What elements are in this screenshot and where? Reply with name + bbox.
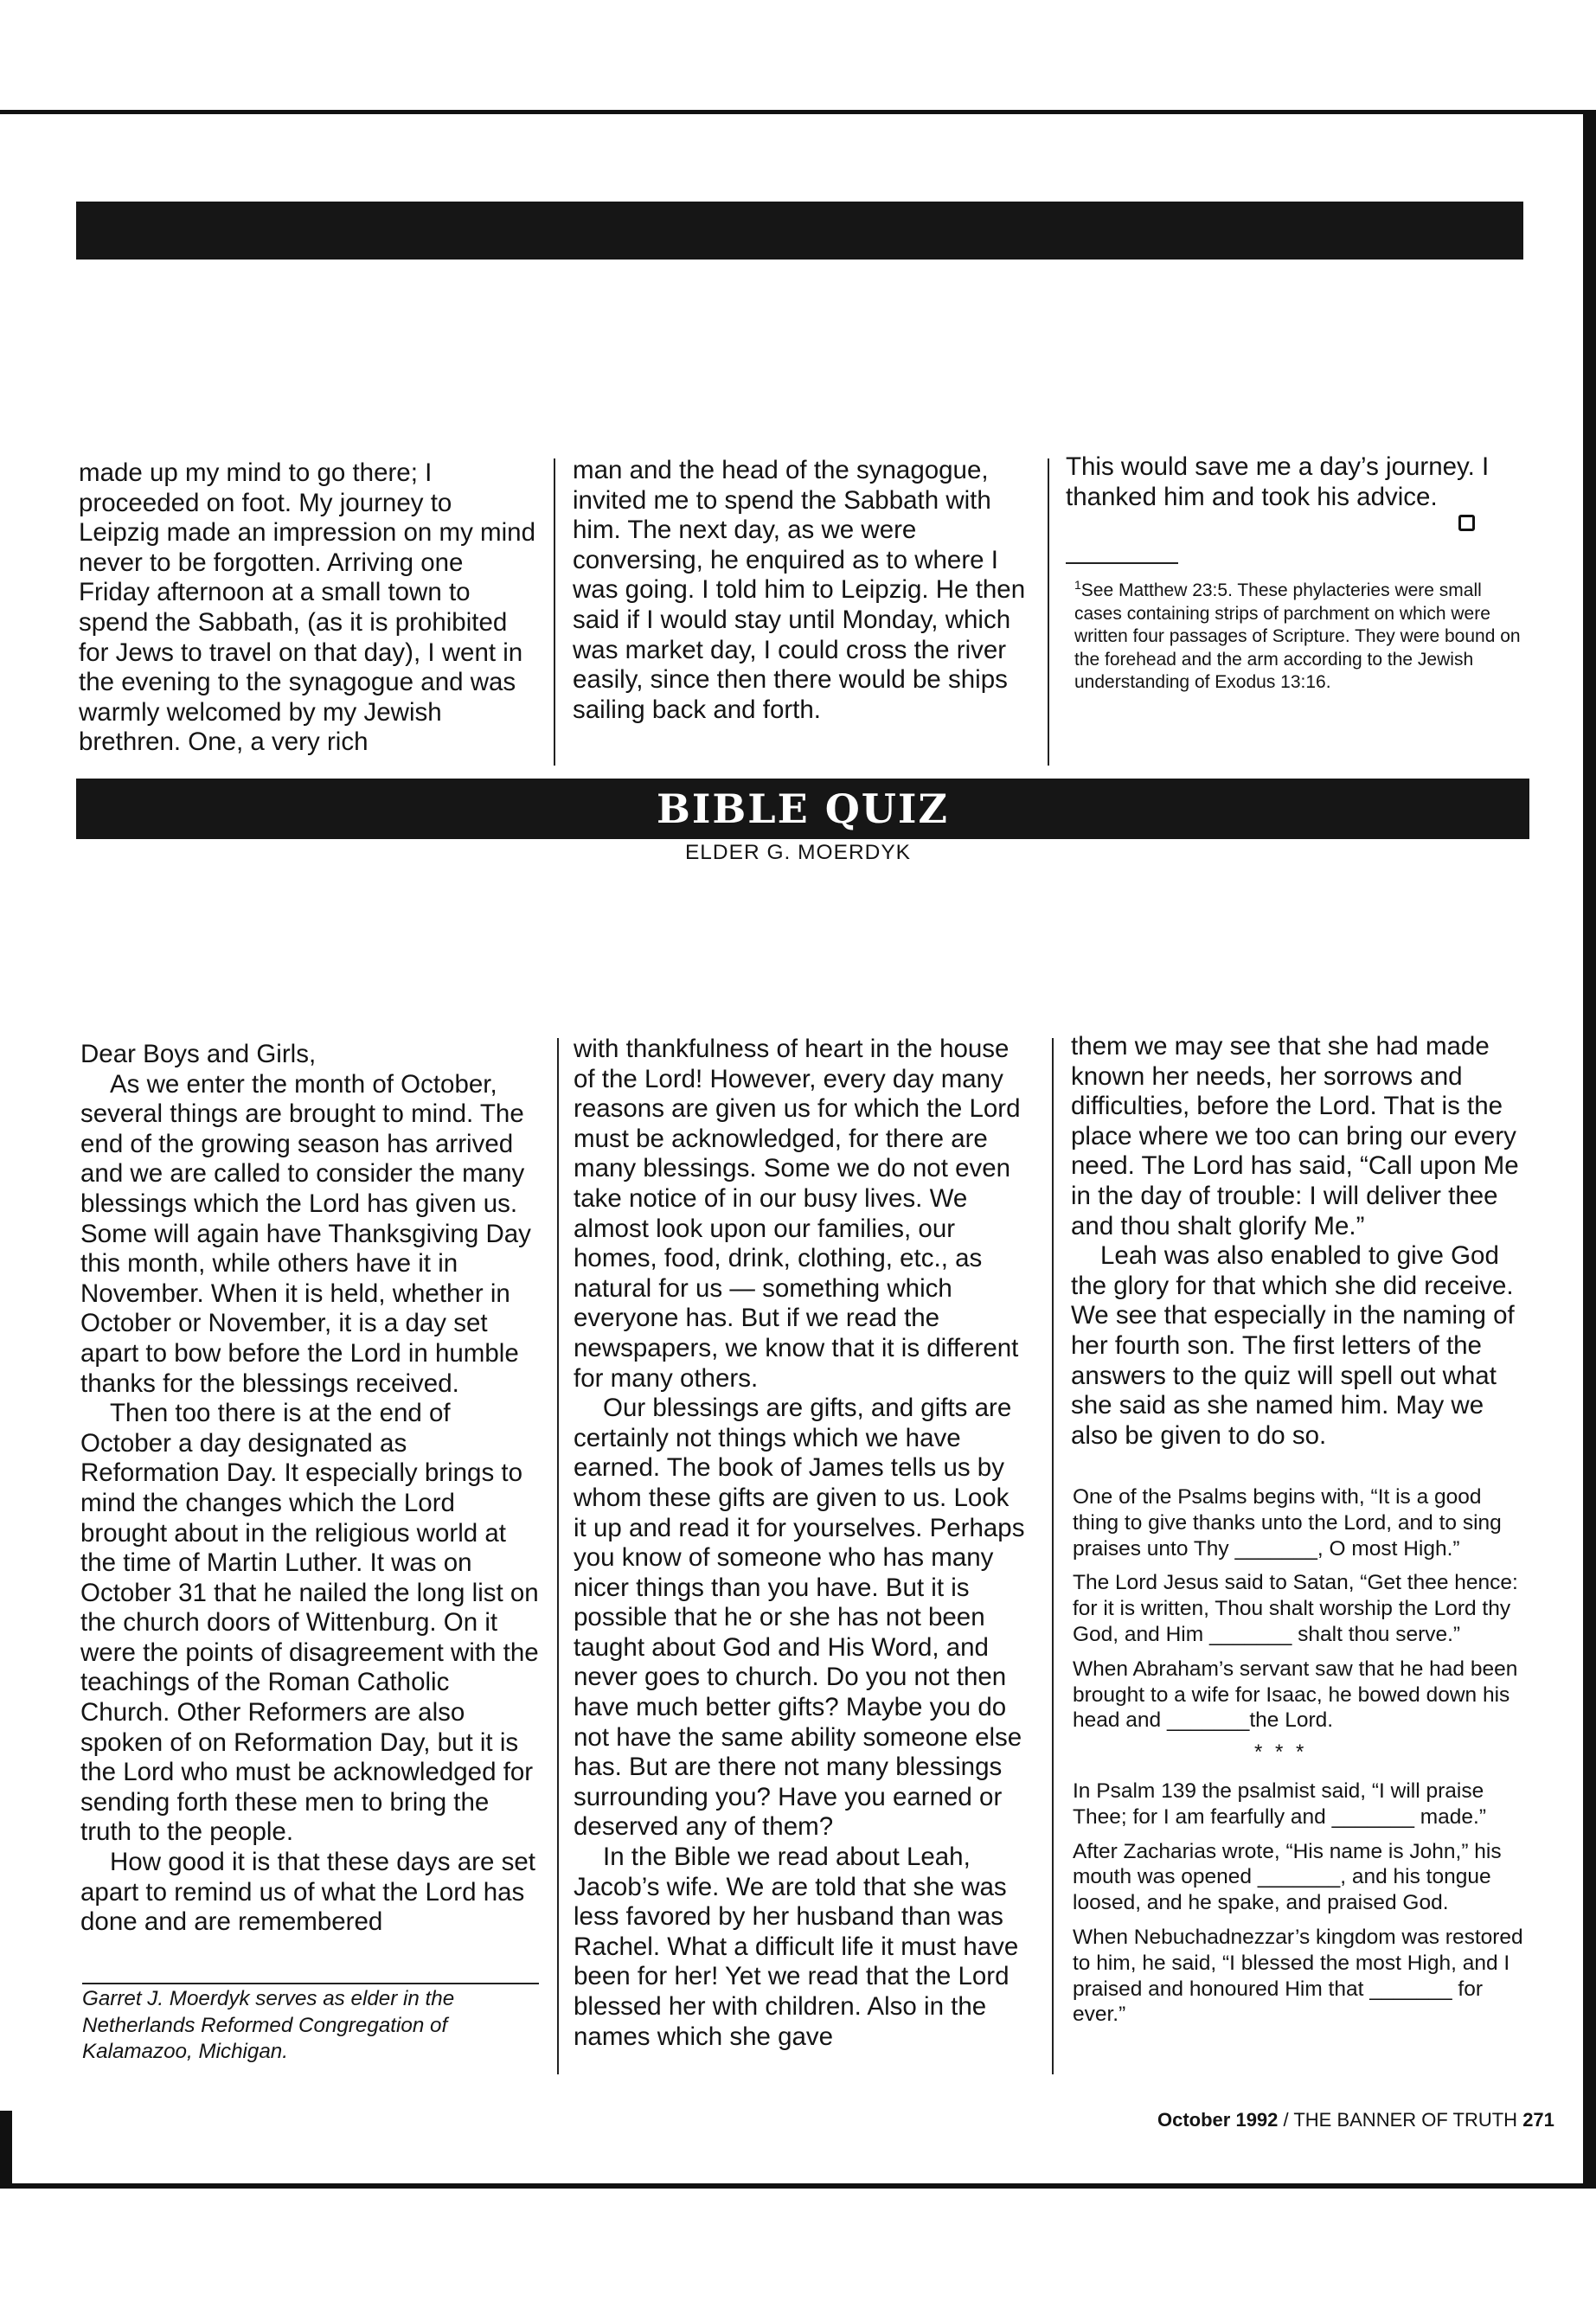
section-divider-stars: * * * [1254,1740,1308,1764]
quiz-questions-group-2 [1073,1779,1531,2036]
paragraph: Leah was also enabled to give God the glory for that which she did receive. We see that especially in the naming of her fourth son. The first letters of the answers to the quiz will spell out what she said as she named him. May we also be given to do so. [1071,1241,1515,1450]
scan-right-edge [1583,110,1596,2186]
issue-date: October 1992 [1157,2109,1279,2131]
footnote-number: 1 [1074,578,1081,592]
page-footer [1157,2109,1554,2131]
quiz-question: After Zacharias wrote, “His name is John,” his mouth was opened _______, and his tongue loosed, and he spake, and praised God. [1073,1839,1502,1915]
bottom-page-rule [0,2183,1596,2189]
continuation-column-2 [573,456,1031,725]
paragraph: Then too there is at the end of October a day designated as Reformation Day. It especially brings to mind the changes which the Lord brought about in the religious world at the time of Martin Luther. It was on October 31 that he nailed the long list on the church doors of Wittenburg. On it were the points of disagreement with the teachings of the Roman Catholic Church. Other Reformers are also spoken of on Reformation Day, but it is the Lord who must be acknowledged for sending forth these men to bring the truth to the people. [80,1399,539,1847]
quiz-question: When Abraham’s servant saw that he had been brought to a wife for Isaac, he bowed down his head and _______the Lord. [1073,1657,1518,1733]
continuation-text-3: This would save me a day’s journey. I thanked him and took his advice. [1066,452,1490,511]
continuation-column-3 [1066,452,1520,512]
top-page-rule [0,110,1596,114]
continuation-text-1: made up my mind to go there; I proceeded on foot. My journey to Leipzig made an impression on my mind never to be forgotten. Arriving one Friday afternoon at a small town to spend the Sabbath, (as it is prohibited for Jews to travel on that day), I went in the evening to the synagogue and was warmly welcomed by my Jewish brethren. One, a very rich [79,458,535,757]
quiz-question: In Psalm 139 the psalmist said, “I will praise Thee; for I am fearfully and _______ made.” [1073,1779,1487,1829]
end-of-article-mark [1458,515,1475,531]
column-divider [1048,458,1049,766]
page-number: 271 [1522,2109,1554,2131]
publication-name: / THE BANNER OF TRUTH [1278,2109,1523,2131]
column-divider [1052,1038,1054,2074]
paragraph: them we may see that she had made known her needs, her sorrows and difficulties, before the Lord. That is the place where we too can bring our every need. The Lord has said, “Call upon Me in the day of trouble: I will deliver thee and thou shalt glorify Me.” [1071,1032,1519,1240]
footnote-rule [1066,562,1178,564]
paragraph: Our blessings are gifts, and gifts are certainly not things which we have earned. The book of James tells us by whom these gifts are given to us. Look it up and read it for yourselves. Perhaps you know of someone who has many nicer things than you have. But it is possible that he or she has not been taught about God and His Word, and never goes to church. Do you not then have much better gifts? Maybe you do not have the same ability someone else has. But are there not many blessings surrounding you? Have you earned or deserved any of them? [574,1394,1025,1842]
paragraph: In the Bible we read about Leah, Jacob’s wife. We are told that she was less favored by her husband than was Rachel. What a difficult life it must have been for her! Yet we read that the Lord blessed her with children. Also in the names which she gave [574,1843,1019,2051]
column-divider [557,1038,559,2074]
column-divider [554,458,555,766]
quiz-column-2 [574,1035,1028,2052]
quiz-column-3 [1071,1032,1529,1451]
article-header-bar [76,202,1523,260]
quiz-byline: ELDER G. MOERDYK [684,841,912,864]
greeting: Dear Boys and Girls, [80,1040,317,1068]
quiz-title: BIBLE QUIZ [657,785,949,832]
bio-rule [82,1983,539,1984]
quiz-question: One of the Psalms begins with, “It is a good thing to give thanks unto the Lord, and to sing praises unto Thy _______, O most High.” [1073,1485,1502,1561]
scan-left-edge [0,2111,12,2189]
paragraph: As we enter the month of October, several things are brought to mind. The end of the growing season has arrived and we are called to consider the many blessings which the Lord has given us. Some will again have Thanksgiving Day this month, while others have it in November. When it is held, whether in October or November, it is a day set apart to bow before the Lord in humble thanks for the blessings received. [80,1069,531,1398]
footnote [1074,574,1524,695]
quiz-question: The Lord Jesus said to Satan, “Get thee hence: for it is written, Thou shalt worship the Lord thy God, and Him _______ shalt thou serve.” [1073,1571,1518,1646]
quiz-column-1 [80,1040,543,1938]
footnote-text: See Matthew 23:5. These phylacteries were small cases containing strips of parchment on which were written four passages of Scripture. They were bound on the forehead and the arm according to the Jewish understanding of Exodus 13:16. [1074,580,1521,692]
quiz-question: When Nebuchadnezzar’s kingdom was restored to him, he said, “I blessed the most High, and I praised and honoured Him that _______ for ever.” [1073,1925,1523,2027]
paragraph: How good it is that these days are set apart to remind us of what the Lord has done and are remembered [80,1848,535,1937]
paragraph: with thankfulness of heart in the house of the Lord! However, every day many reasons are given us for which the Lord must be acknowledged, for there are many blessings. Some we do not even take notice of in our busy lives. We almost look upon our families, our homes, food, drink, clothing, etc., as natural for us — something which everyone has. But if we read the newspapers, we know that it is different for many others. [574,1035,1021,1393]
continuation-column-1 [79,458,537,758]
author-bio: Garret J. Moerdyk serves as elder in the Netherlands Reformed Congregation of Kalamazoo, Michigan. [82,1987,455,2063]
continuation-text-2: man and the head of the synagogue, invited me to spend the Sabbath with him. The next day, as we were conversing, he enquired as to where I was going. I told him to Leipzig. He then said if I would stay until Monday, which was market day, I could cross the river easily, since then there would be ships sailing back and forth. [573,456,1026,724]
quiz-questions-group-1 [1073,1484,1531,1742]
